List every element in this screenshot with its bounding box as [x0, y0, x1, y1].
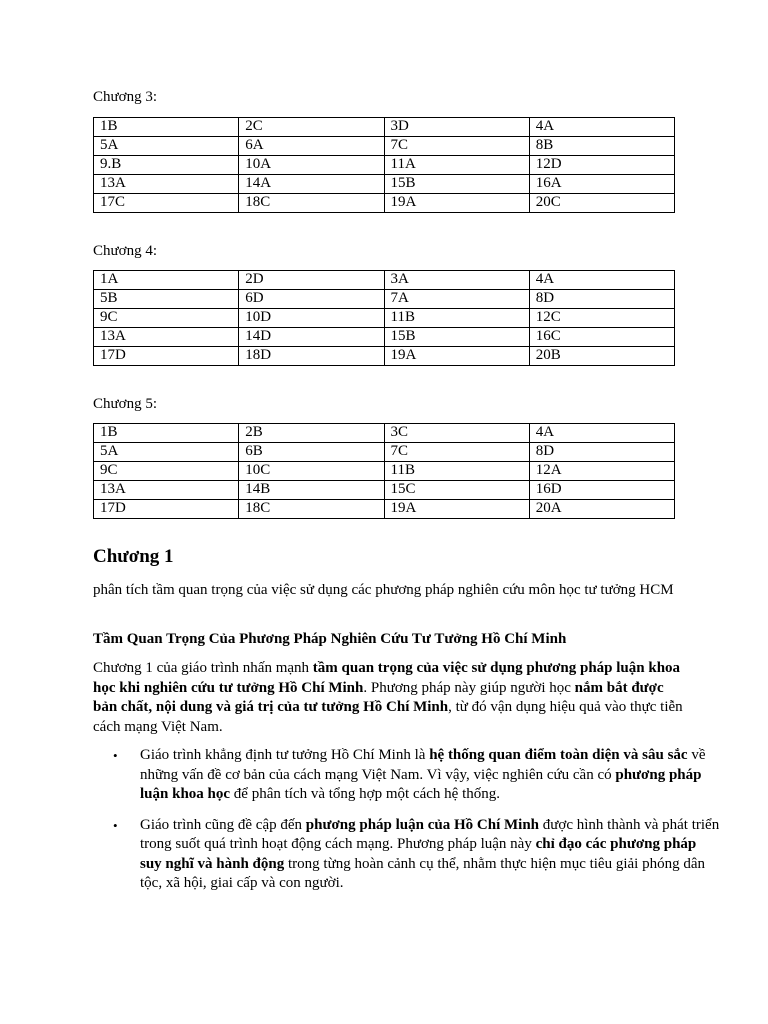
- answer-cell: 18D: [239, 347, 384, 366]
- bullet-1-text-1: Giáo trình khẳng định tư tưởng Hồ Chí Minh là: [140, 747, 430, 763]
- answer-cell: 18C: [239, 194, 384, 213]
- bullet-2-text-3: trong từng hoàn cảnh cụ thể, nhằm thực hiện mục tiêu giải phóng dân tộc, xã hội, giai cấp và con người.: [140, 855, 705, 891]
- answer-cell: 15C: [384, 481, 529, 500]
- bullet-2-text-2: được hình thành và phát triển trong suốt quá trình hoạt động cách mạng. Phương pháp luận này: [140, 816, 720, 852]
- answer-cell: 20B: [529, 347, 674, 366]
- answer-cell: 9C: [94, 462, 239, 481]
- answer-cell: 4A: [529, 424, 674, 443]
- bullet-item-2: [113, 816, 720, 894]
- subheading-block: [93, 630, 683, 650]
- answer-cell: 12C: [529, 309, 674, 328]
- answer-cell: 3A: [384, 271, 529, 290]
- bullet-1-bold-2: phương pháp luận khoa học: [140, 766, 702, 802]
- answer-cell: 14A: [239, 175, 384, 194]
- table-row: [94, 424, 675, 443]
- bullet-2-text-1: Giáo trình cũng đề cập đến: [140, 816, 306, 833]
- answer-cell: 8B: [529, 137, 674, 156]
- answer-cell: 1A: [94, 271, 239, 290]
- section-label-chuong-4: Chương 4:: [93, 243, 157, 259]
- answer-cell: 16C: [529, 328, 674, 347]
- section-label-chuong-5: Chương 5:: [93, 396, 157, 412]
- bullet-dot-icon: •: [113, 748, 118, 763]
- intro-bold-2: nắm bắt được bản chất, nội dung và giá trị của tư tưởng Hồ Chí Minh: [93, 679, 664, 715]
- table-row: [94, 290, 675, 309]
- answer-cell: 7C: [384, 443, 529, 462]
- answer-cell: 19A: [384, 194, 529, 213]
- answer-cell: 2D: [239, 271, 384, 290]
- bullet-2-bold-1: phương pháp luận của Hồ Chí Minh: [305, 816, 540, 833]
- bullet-list: [93, 746, 720, 905]
- chapter-heading: Chương 1: [93, 546, 174, 567]
- answer-cell: 10C: [239, 462, 384, 481]
- table-row: [94, 194, 675, 213]
- table-row: [94, 271, 675, 290]
- question-paragraph: [93, 581, 683, 601]
- answer-cell: 5A: [94, 137, 239, 156]
- bullet-dot-icon: •: [113, 817, 118, 833]
- intro-paragraph: [93, 659, 683, 737]
- answer-table-chuong-4: [93, 270, 675, 366]
- answer-cell: 17D: [94, 500, 239, 519]
- table-row: [94, 175, 675, 194]
- answer-cell: 7A: [384, 290, 529, 309]
- answer-cell: 1B: [94, 424, 239, 443]
- intro-text-1: Chương 1 của giáo trình nhấn mạnh: [93, 660, 313, 676]
- answer-cell: 6B: [239, 443, 384, 462]
- answer-cell: 15B: [384, 328, 529, 347]
- answer-cell: 11A: [384, 156, 529, 175]
- intro-text-2: . Phương pháp này giúp người học: [363, 679, 575, 696]
- bullet-2-bold-2: chỉ đạo các phương pháp suy nghĩ và hành động: [140, 836, 697, 872]
- bullet-1-text-3: để phân tích và tổng hợp một cách hệ thống.: [230, 786, 500, 802]
- table-row: [94, 328, 675, 347]
- answer-cell: 11B: [384, 462, 529, 481]
- answer-table-chuong-3: [93, 117, 675, 213]
- answer-cell: 9.B: [94, 156, 239, 175]
- answer-cell: 10A: [239, 156, 384, 175]
- answer-cell: 2C: [239, 118, 384, 137]
- table-row: [94, 347, 675, 366]
- answer-cell: 16D: [529, 481, 674, 500]
- table-row: [94, 443, 675, 462]
- answer-cell: 10D: [239, 309, 384, 328]
- answer-cell: 14D: [239, 328, 384, 347]
- answer-cell: 8D: [529, 290, 674, 309]
- answer-cell: 13A: [94, 175, 239, 194]
- answer-cell: 14B: [239, 481, 384, 500]
- answer-cell: 4A: [529, 271, 674, 290]
- answer-table-chuong-5: [93, 423, 675, 519]
- answer-cell: 7C: [384, 137, 529, 156]
- intro-bold-1: tầm quan trọng của việc sử dụng phương pháp luận khoa học khi nghiên cứu tư tưởng Hồ Chí Minh: [93, 660, 681, 696]
- table-row: [94, 118, 675, 137]
- answer-cell: 5A: [94, 443, 239, 462]
- question-text: phân tích tầm quan trọng của việc sử dụng các phương pháp nghiên cứu môn học tư tưởng HCM: [93, 582, 674, 598]
- table-row: [94, 500, 675, 519]
- answer-cell: 5B: [94, 290, 239, 309]
- answer-cell: 3C: [384, 424, 529, 443]
- answer-cell: 2B: [239, 424, 384, 443]
- table-row: [94, 462, 675, 481]
- answer-cell: 17C: [94, 194, 239, 213]
- subheading: Tầm Quan Trọng Của Phương Pháp Nghiên Cứu Tư Tưởng Hồ Chí Minh: [93, 631, 567, 647]
- answer-cell: 20C: [529, 194, 674, 213]
- answer-cell: 6D: [239, 290, 384, 309]
- answer-cell: 13A: [94, 481, 239, 500]
- answer-cell: 11B: [384, 309, 529, 328]
- answer-cell: 1B: [94, 118, 239, 137]
- answer-cell: 18C: [239, 500, 384, 519]
- answer-cell: 4A: [529, 118, 674, 137]
- bullet-item-1: [113, 746, 720, 805]
- table-row: [94, 481, 675, 500]
- answer-cell: 16A: [529, 175, 674, 194]
- answer-cell: 3D: [384, 118, 529, 137]
- answer-cell: 8D: [529, 443, 674, 462]
- answer-cell: 19A: [384, 347, 529, 366]
- answer-cell: 6A: [239, 137, 384, 156]
- answer-cell: 17D: [94, 347, 239, 366]
- intro-text-3: , từ đó vận dụng hiệu quả vào thực tiễn cách mạng Việt Nam.: [93, 699, 683, 735]
- answer-cell: 12D: [529, 156, 674, 175]
- bullet-1-bold-1: hệ thống quan điểm toàn diện và sâu sắc: [429, 747, 688, 763]
- answer-cell: 12A: [529, 462, 674, 481]
- answer-cell: 15B: [384, 175, 529, 194]
- table-row: [94, 137, 675, 156]
- table-row: [94, 156, 675, 175]
- answer-cell: 20A: [529, 500, 674, 519]
- bullet-1-text-2: về những vấn đề cơ bản của cách mạng Việt Nam. Vì vậy, việc nghiên cứu cần có: [140, 747, 706, 783]
- section-label-chuong-3: Chương 3:: [93, 89, 157, 105]
- table-row: [94, 309, 675, 328]
- answer-cell: 9C: [94, 309, 239, 328]
- answer-cell: 13A: [94, 328, 239, 347]
- answer-cell: 19A: [384, 500, 529, 519]
